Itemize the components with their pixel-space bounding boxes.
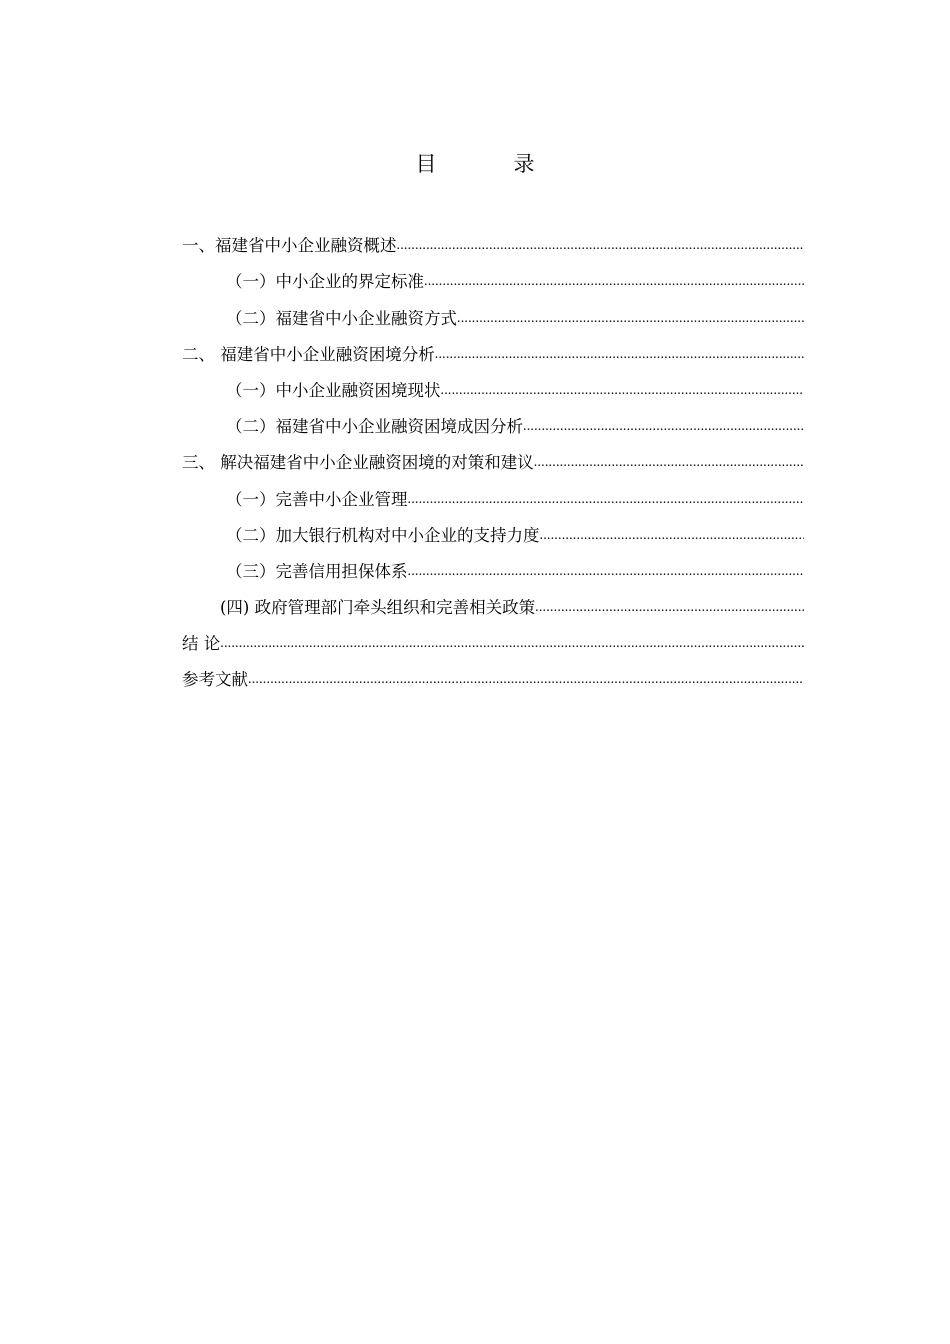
toc-entry[interactable] xyxy=(182,512,804,548)
toc-dot-leader xyxy=(540,524,805,548)
toc-dot-leader xyxy=(441,379,805,403)
toc-entry[interactable] xyxy=(182,548,804,584)
toc-dot-leader xyxy=(248,668,804,692)
toc-dot-leader xyxy=(397,234,805,258)
toc-entry[interactable] xyxy=(182,294,804,330)
toc-entry[interactable] xyxy=(182,439,804,475)
table-of-contents xyxy=(182,222,804,692)
toc-entry-text: （二）福建省中小企业融资方式 xyxy=(226,308,457,328)
toc-entry-text: （二）加大银行机构对中小企业的支持力度 xyxy=(226,525,540,545)
toc-dot-leader xyxy=(435,343,804,367)
toc-entry-text: （一）中小企业融资困境现状 xyxy=(226,380,441,400)
toc-dot-leader xyxy=(408,560,805,584)
toc-entry-text: （三）完善信用担保体系 xyxy=(226,561,408,581)
toc-entry-text: 二、 福建省中小企业融资困境分析 xyxy=(182,344,435,364)
toc-entry-text: （一）完善中小企业管理 xyxy=(226,489,408,509)
toc-entry[interactable] xyxy=(182,222,804,258)
toc-dot-leader xyxy=(534,451,804,475)
toc-entry-text: (四) 政府管理部门牵头组织和完善相关政策 xyxy=(220,598,536,618)
toc-entry-text: 一、福建省中小企业融资概述 xyxy=(182,236,397,256)
toc-entry[interactable] xyxy=(182,367,804,403)
toc-entry-text: （一）中小企业的界定标准 xyxy=(226,272,424,292)
toc-title: 目 录 xyxy=(415,152,563,176)
toc-dot-leader xyxy=(523,415,804,439)
toc-entry[interactable] xyxy=(182,620,804,656)
toc-entry[interactable] xyxy=(182,584,804,620)
toc-dot-leader xyxy=(424,270,804,294)
toc-entry-text: 结 论 xyxy=(182,634,221,654)
toc-entry[interactable] xyxy=(182,656,804,692)
toc-entry[interactable] xyxy=(182,475,804,511)
toc-entry-text: （二）福建省中小企业融资困境成因分析 xyxy=(226,417,523,437)
toc-entry-text: 三、 解决福建省中小企业融资困境的对策和建议 xyxy=(182,453,534,473)
toc-dot-leader xyxy=(457,307,804,331)
toc-entry[interactable] xyxy=(182,403,804,439)
toc-dot-leader xyxy=(220,632,804,656)
toc-dot-leader xyxy=(535,596,804,620)
toc-entry[interactable] xyxy=(182,258,804,294)
toc-dot-leader xyxy=(408,488,805,512)
toc-entry[interactable] xyxy=(182,331,804,367)
toc-entry-text: 参考文献 xyxy=(182,670,248,690)
